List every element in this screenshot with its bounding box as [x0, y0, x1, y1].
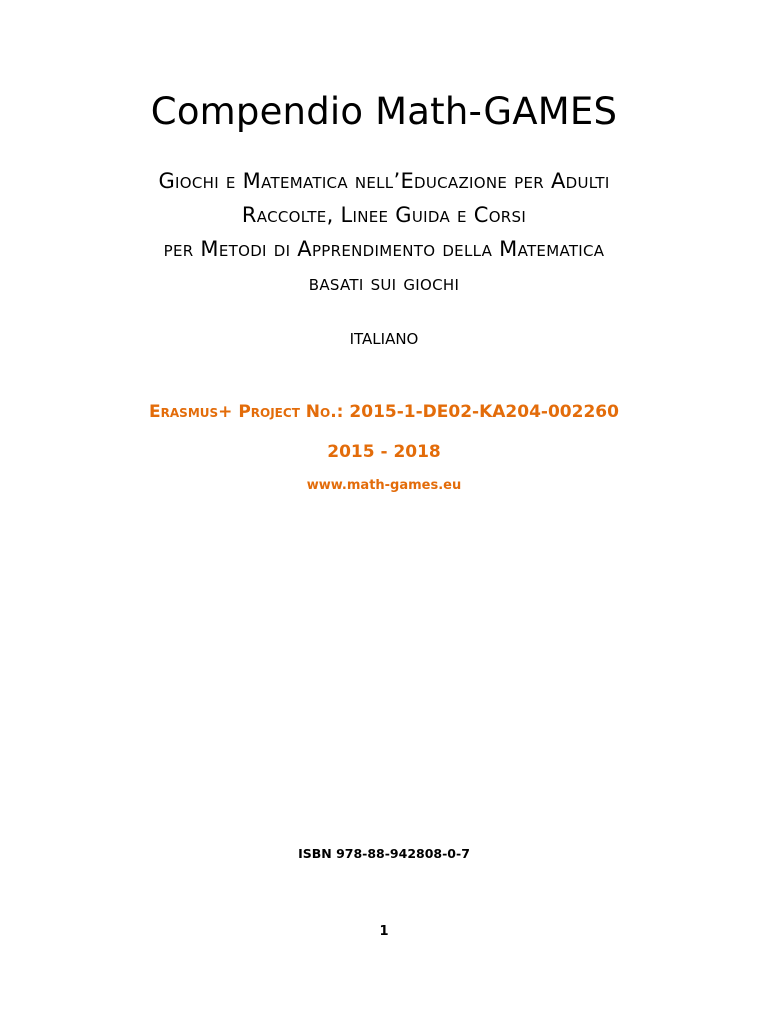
isbn-number: ISBN 978-88-942808-0-7	[298, 846, 470, 861]
project-label: Erasmus+ Project No.:	[149, 402, 344, 422]
project-number: 2015-1-DE02-KA204-002260	[349, 402, 619, 422]
subtitle-line-2: Raccolte, Linee Guida e Corsi	[241, 203, 527, 227]
language-label: ITALIANO	[349, 330, 419, 348]
page-number: 1	[379, 924, 389, 939]
project-years: 2015 - 2018	[327, 442, 441, 462]
project-info	[0, 398, 768, 426]
subtitle-line-3: per Metodi di Apprendimento della Matematica	[163, 237, 605, 261]
website-link[interactable]: www.math-games.eu	[306, 478, 462, 493]
subtitle-line-1: Giochi e Matematica nell’Educazione per Adulti	[158, 169, 610, 193]
subtitle-line-4: basati sui giochi	[308, 271, 460, 295]
document-title: Compendio Math-GAMES	[150, 90, 618, 133]
